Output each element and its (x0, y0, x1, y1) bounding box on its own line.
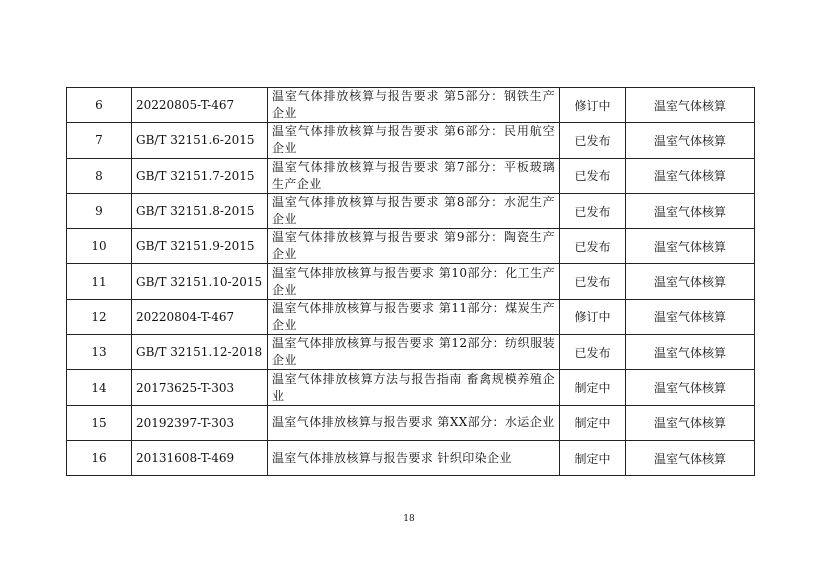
status-cell: 修订中 (560, 88, 626, 123)
status-cell: 已发布 (560, 123, 626, 158)
category-cell: 温室气体核算 (626, 158, 755, 193)
category-cell: 温室气体核算 (626, 88, 755, 123)
category-cell: 温室气体核算 (626, 335, 755, 370)
standards-table-body (67, 88, 755, 476)
row-number-cell: 14 (67, 370, 132, 405)
row-number-cell: 10 (67, 229, 132, 264)
row-number-cell: 9 (67, 193, 132, 228)
table-row (67, 229, 755, 264)
row-number-cell: 7 (67, 123, 132, 158)
standard-name-cell: 温室气体排放核算与报告要求 第11部分：煤炭生产企业 (268, 299, 560, 334)
row-number-cell: 6 (67, 88, 132, 123)
status-cell: 已发布 (560, 193, 626, 228)
standard-name-cell: 温室气体排放核算方法与报告指南 畜禽规模养殖企业 (268, 370, 560, 405)
category-cell: 温室气体核算 (626, 193, 755, 228)
table-row (67, 88, 755, 123)
status-cell: 已发布 (560, 158, 626, 193)
status-cell: 已发布 (560, 229, 626, 264)
table-row (67, 299, 755, 334)
status-cell: 已发布 (560, 264, 626, 299)
standard-name-cell: 温室气体排放核算与报告要求 第6部分：民用航空企业 (268, 123, 560, 158)
category-cell: 温室气体核算 (626, 370, 755, 405)
status-cell: 制定中 (560, 405, 626, 440)
category-cell: 温室气体核算 (626, 405, 755, 440)
table-row (67, 405, 755, 440)
standard-name-cell: 温室气体排放核算与报告要求 第7部分：平板玻璃生产企业 (268, 158, 560, 193)
page-number: 18 (403, 514, 415, 524)
standard-name-cell: 温室气体排放核算与报告要求 第8部分：水泥生产企业 (268, 193, 560, 228)
category-cell: 温室气体核算 (626, 264, 755, 299)
row-number-cell: 16 (67, 440, 132, 475)
category-cell: 温室气体核算 (626, 440, 755, 475)
status-cell: 制定中 (560, 440, 626, 475)
standard-code-cell: GB/T 32151.12-2018 (132, 335, 268, 370)
row-number-cell: 12 (67, 299, 132, 334)
standard-code-cell: 20131608-T-469 (132, 440, 268, 475)
standard-name-cell: 温室气体排放核算与报告要求 第5部分：钢铁生产企业 (268, 88, 560, 123)
table-row (67, 123, 755, 158)
standard-code-cell: GB/T 32151.8-2015 (132, 193, 268, 228)
standard-code-cell: 20192397-T-303 (132, 405, 268, 440)
row-number-cell: 8 (67, 158, 132, 193)
standard-name-cell: 温室气体排放核算与报告要求 第10部分：化工生产企业 (268, 264, 560, 299)
standard-code-cell: GB/T 32151.6-2015 (132, 123, 268, 158)
table-row (67, 370, 755, 405)
category-cell: 温室气体核算 (626, 123, 755, 158)
standard-code-cell: GB/T 32151.7-2015 (132, 158, 268, 193)
status-cell: 修订中 (560, 299, 626, 334)
table-row (67, 264, 755, 299)
standard-name-cell: 温室气体排放核算与报告要求 第XX部分：水运企业 (268, 405, 560, 440)
status-cell: 制定中 (560, 370, 626, 405)
standard-code-cell: GB/T 32151.9-2015 (132, 229, 268, 264)
standard-code-cell: 20173625-T-303 (132, 370, 268, 405)
standard-name-cell: 温室气体排放核算与报告要求 第12部分：纺织服装企业 (268, 335, 560, 370)
table-row (67, 440, 755, 475)
standard-code-cell: 20220804-T-467 (132, 299, 268, 334)
row-number-cell: 15 (67, 405, 132, 440)
standards-table (66, 87, 755, 476)
category-cell: 温室气体核算 (626, 299, 755, 334)
table-row (67, 158, 755, 193)
table-row (67, 193, 755, 228)
row-number-cell: 11 (67, 264, 132, 299)
standard-name-cell: 温室气体排放核算与报告要求 第9部分：陶瓷生产企业 (268, 229, 560, 264)
category-cell: 温室气体核算 (626, 229, 755, 264)
status-cell: 已发布 (560, 335, 626, 370)
standard-code-cell: GB/T 32151.10-2015 (132, 264, 268, 299)
standard-code-cell: 20220805-T-467 (132, 88, 268, 123)
table-row (67, 335, 755, 370)
row-number-cell: 13 (67, 335, 132, 370)
standard-name-cell: 温室气体排放核算与报告要求 针织印染企业 (268, 440, 560, 475)
